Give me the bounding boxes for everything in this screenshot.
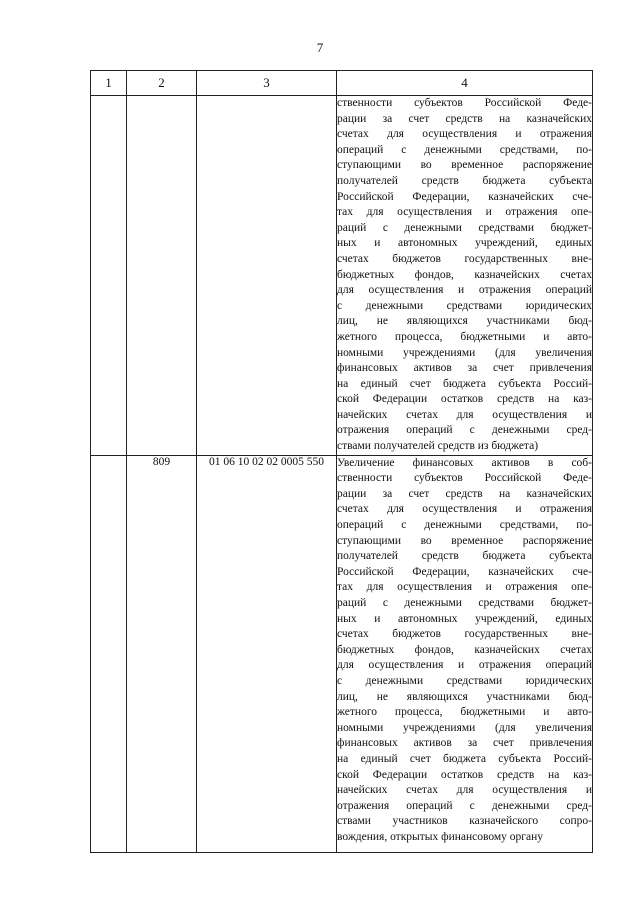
cell-admin-code: 809	[127, 455, 197, 852]
column-header-1: 1	[91, 71, 127, 96]
cell-admin-code	[127, 96, 197, 456]
description-line: ствами участников казначейского сопро-	[337, 815, 592, 828]
description-line: счетах бюджетов государственных вне-	[337, 252, 592, 265]
description-line: лиц, не являющихся участниками бюд-	[337, 690, 592, 703]
description-line: жетного процесса, бюджетными и авто-	[337, 706, 592, 719]
column-header-3: 3	[197, 71, 337, 96]
description-line: рации за счет средств на казначейских	[337, 112, 592, 125]
description-line: раций с денежными средствами бюджет-	[337, 221, 592, 234]
description-line: счетах для осуществления и отражения	[337, 503, 592, 516]
description-line: отражения операций с денежными сред-	[337, 424, 592, 437]
table-row	[91, 455, 593, 852]
description-line: бюджетных фондов, казначейских счетах	[337, 268, 592, 281]
cell-row-number	[91, 455, 127, 852]
description-line: получателей средств бюджета субъекта	[337, 174, 592, 187]
cell-classification-code	[197, 96, 337, 456]
table-header-row	[91, 71, 593, 96]
column-header-2: 2	[127, 71, 197, 96]
cell-description	[337, 455, 593, 852]
description-line: тах для осуществления и отражения опе-	[337, 206, 592, 219]
page-number: 7	[316, 40, 324, 55]
description-line: ступающими во временное распоряжение	[337, 159, 592, 172]
description-line: Увеличение финансовых активов в соб-	[337, 456, 592, 469]
description-line: счетах для осуществления и отражения	[337, 128, 592, 141]
description-line: отражения операций с денежными сред-	[337, 799, 592, 812]
description-line: для осуществления и отражения операций	[337, 659, 592, 672]
description-line: Российской Федерации, казначейских сче-	[337, 190, 592, 203]
description-line: ской Федерации остатков средств на каз-	[337, 768, 592, 781]
description-line: номными учреждениями (для увеличения	[337, 721, 592, 734]
description-line: для осуществления и отражения операций	[337, 284, 592, 297]
table-body	[91, 96, 593, 853]
description-line: счетах бюджетов государственных вне-	[337, 628, 592, 641]
description-line: ственности субъектов Российской Феде-	[337, 472, 592, 485]
description-line: ской Федерации остатков средств на каз-	[337, 393, 592, 406]
description-line: финансовых активов за счет привлечения	[337, 362, 592, 375]
description-line: операций с денежными средствами, по-	[337, 143, 592, 156]
description-line: финансовых активов за счет привлечения	[337, 737, 592, 750]
description-line: ствами получателей средств из бюджета)	[337, 440, 539, 453]
cell-row-number	[91, 96, 127, 456]
description-line: лиц, не являющихся участниками бюд-	[337, 315, 592, 328]
column-header-4: 4	[337, 71, 593, 96]
description-line: тах для осуществления и отражения опе-	[337, 581, 592, 594]
description-line: начейских счетах для осуществления и	[337, 784, 592, 797]
description-line: рации за счет средств на казначейских	[337, 487, 592, 500]
description-line: бюджетных фондов, казначейских счетах	[337, 643, 592, 656]
description-line: Российской Федерации, казначейских сче-	[337, 565, 592, 578]
description-line: жетного процесса, бюджетными и авто-	[337, 330, 592, 343]
cell-classification-code: 01 06 10 02 02 0005 550	[197, 455, 337, 852]
budget-classification-table	[90, 70, 593, 853]
description-line: операций с денежными средствами, по-	[337, 519, 592, 532]
table-row	[91, 96, 593, 456]
description-line: на единый счет бюджета субъекта Россий-	[337, 752, 592, 765]
description-line: номными учреждениями (для увеличения	[337, 346, 592, 359]
description-line: ных и автономных учреждений, единых	[337, 237, 592, 250]
description-line: ступающими во временное распоряжение	[337, 534, 592, 547]
description-line: ственности субъектов Российской Феде-	[337, 97, 592, 109]
description-line: с денежными средствами юридических	[337, 674, 592, 687]
cell-description	[337, 96, 593, 456]
description-line: вождения, открытых финансовому органу	[337, 830, 544, 843]
description-line: на единый счет бюджета субъекта Россий-	[337, 377, 592, 390]
description-line: ных и автономных учреждений, единых	[337, 612, 592, 625]
description-line: получателей средств бюджета субъекта	[337, 550, 592, 563]
description-line: с денежными средствами юридических	[337, 299, 592, 312]
description-line: начейских счетах для осуществления и	[337, 408, 592, 421]
description-line: раций с денежными средствами бюджет-	[337, 597, 592, 609]
